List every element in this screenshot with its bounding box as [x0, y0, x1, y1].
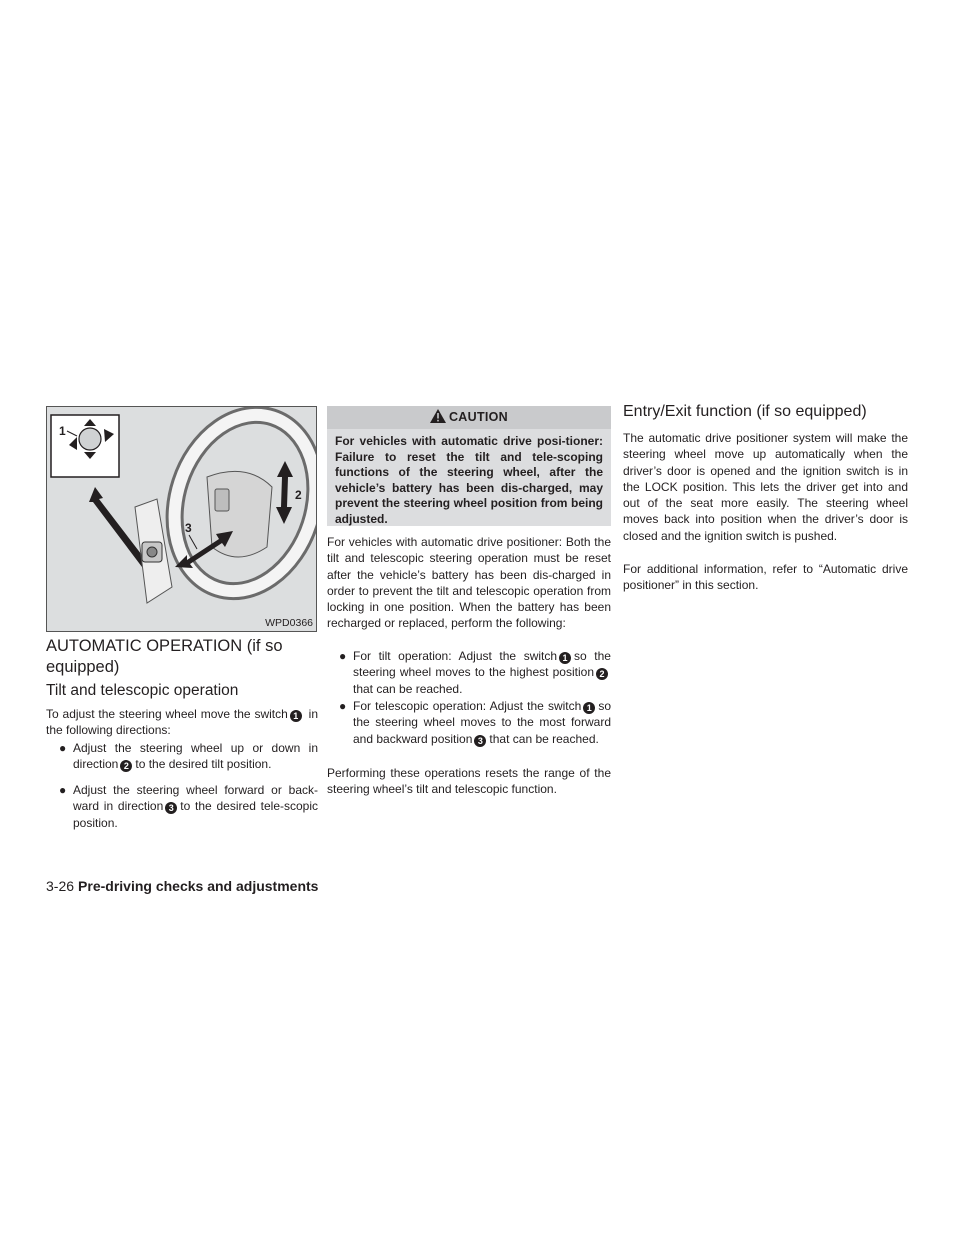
bullet-telescopic: ● Adjust the steering wheel forward or back-ward in direction 3 to the desired tele-scopic position. — [59, 783, 319, 830]
number-3-icon: 3 — [474, 735, 486, 747]
bullet-icon: ● — [59, 741, 67, 755]
number-1-icon: 1 — [583, 702, 595, 714]
number-2-icon: 2 — [596, 668, 608, 680]
steering-wheel-illustration — [47, 407, 317, 632]
entry-exit-reference: For additional information, refer to “Automatic drive positioner” in this section. — [623, 562, 908, 593]
entry-exit-heading: Entry/Exit function (if so equipped) — [623, 403, 867, 420]
bullet-tilt-reset: ● For tilt operation: Adjust the switch 1 so the steering wheel moves to the highest position 2that can be reached. — [339, 649, 611, 696]
reset-paragraph: For vehicles with automatic drive positioner: Both the tilt and telescopic steering operation must be reset after the vehicle’s battery has been dis-charged in order to prevent the tilt and telescopic operation from locking in one position. When the battery has been recharged or replaced, perform the following: — [327, 535, 611, 631]
tilt-intro: To adjust the steering wheel move the switch 1 in the following directions: — [46, 707, 318, 738]
page-footer — [46, 877, 318, 895]
bullet-tilt: ● Adjust the steering wheel up or down in direction 2 to the desired tilt position. — [59, 741, 318, 772]
figure-code: WPD0366 — [265, 617, 313, 629]
number-1-icon: 1 — [559, 652, 571, 664]
number-3-icon: 3 — [165, 802, 177, 814]
section-title: Pre-driving checks and adjustments — [78, 878, 319, 894]
callout-3: 3 — [185, 521, 192, 535]
caution-title: CAUTION — [448, 410, 509, 424]
arrow-icon — [276, 461, 293, 524]
entry-exit-paragraph: The automatic drive positioner system will make the steering wheel move up automatically when the driver’s door is opened and the ignition switch is in the LOCK position. This lets the driver get into and out of the seat more easily. The steering wheel moves back into position when the driver’s door is closed and the ignition switch is pushed. — [623, 431, 908, 543]
page-number: 3-26 — [46, 878, 75, 894]
subheading-tilt: Tilt and telescopic operation — [46, 682, 239, 699]
section-heading: AUTOMATIC OPERATION (if so equipped) — [46, 637, 283, 676]
bullet-telescopic-reset: ● For telescopic operation: Adjust the switch 1 so the steering wheel moves to the most forward and backward position 3 that can be reached. — [339, 699, 611, 746]
callout-1: 1 — [59, 424, 66, 438]
callout-2: 2 — [295, 488, 302, 502]
caution-box — [327, 406, 611, 526]
steering-wheel-figure — [46, 406, 317, 632]
warning-icon — [430, 409, 446, 423]
number-2-icon: 2 — [120, 760, 132, 772]
caution-text: For vehicles with automatic drive posi-tioner: Failure to reset the tilt and tele-scoping functions of the steering wheel, after the vehicle’s battery has been dis-charged, may prevent the steering wheel position from being adjusted. — [335, 434, 603, 526]
bullet-icon: ● — [59, 783, 67, 797]
caution-header — [327, 406, 611, 429]
bullet-icon: ● — [339, 649, 347, 663]
bullet-icon: ● — [339, 699, 347, 713]
number-1-icon: 1 — [290, 710, 302, 722]
reset-summary: Performing these operations resets the range of the steering wheel’s tilt and telescopic function. — [327, 766, 611, 797]
